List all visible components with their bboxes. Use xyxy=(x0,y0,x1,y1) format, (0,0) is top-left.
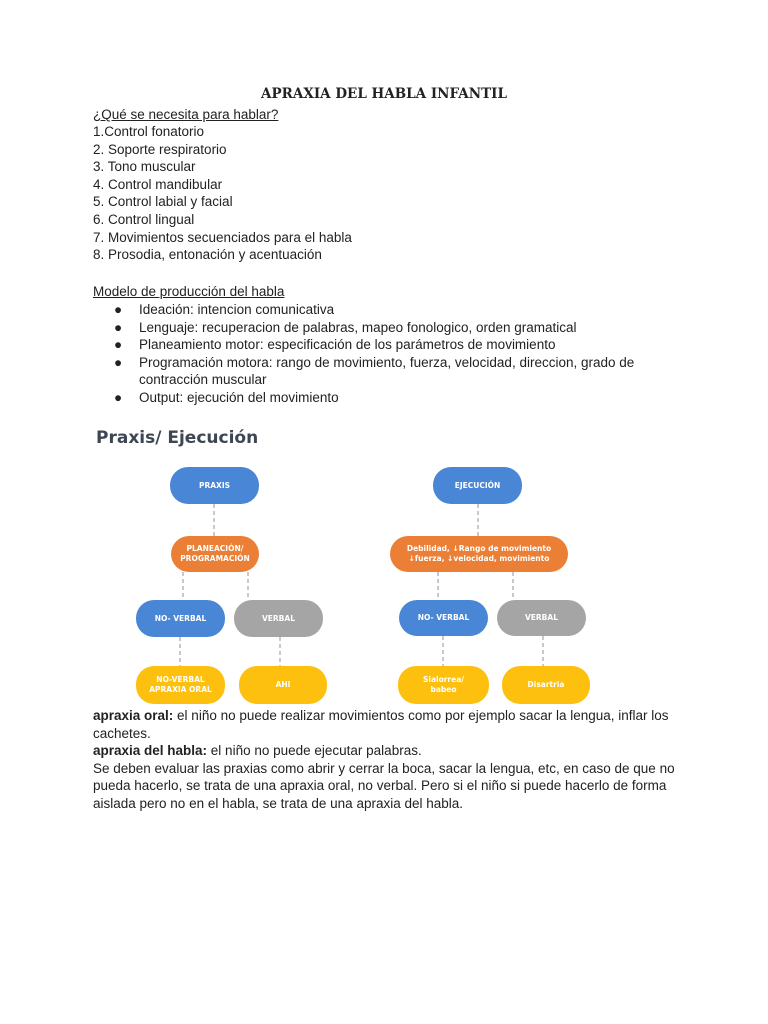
planning-node: PLANEACIÓN/ PROGRAMACIÓN xyxy=(171,536,259,572)
speech-apraxia-text: el niño no puede ejecutar palabras. xyxy=(207,743,422,759)
bullet-icon: ● xyxy=(114,389,123,405)
list-item xyxy=(93,319,673,337)
list-item: 8. Prosodia, entonación y acentuación xyxy=(93,247,322,263)
list-item-text: Output: ejecución del movimiento xyxy=(139,389,339,405)
execution-node: EJECUCIÓN xyxy=(433,467,522,504)
model-list xyxy=(93,301,673,407)
list-item-text: Lenguaje: recuperacion de palabras, mapeo fonologico, orden gramatical xyxy=(139,319,577,335)
document-title: APRAXIA DEL HABLA INFANTIL xyxy=(261,86,507,102)
oral-apraxia-node: NO-VERBAL APRAXIA ORAL xyxy=(136,666,225,704)
list-item xyxy=(93,354,673,389)
list-item: 1.Control fonatorio xyxy=(93,124,205,139)
ahi-node: AHI xyxy=(239,666,327,704)
list-item xyxy=(93,301,673,319)
praxis-node: PRAXIS xyxy=(170,467,259,504)
model-heading: Modelo de producción del habla xyxy=(93,284,285,299)
bullet-icon: ● xyxy=(114,354,123,370)
left-nonverbal-node: NO- VERBAL xyxy=(136,600,225,637)
list-item: 7. Movimientos secuenciados para el habla xyxy=(93,229,352,245)
oral-apraxia-text: el niño no puede realizar movimientos como por ejemplo sacar la lengua, inflar los cachetes. xyxy=(93,708,669,741)
list-item: 5. Control labial y facial xyxy=(93,194,233,210)
sialorrhea-node: Sialorrea/ babeo xyxy=(398,666,489,704)
list-item: 3. Tono muscular xyxy=(93,159,196,175)
bullet-icon: ● xyxy=(114,302,123,317)
requirements-list xyxy=(93,123,683,264)
list-item xyxy=(93,336,673,354)
weakness-node: Debilidad, ↓Rango de movimiento ↓fuerza, ↓velocidad, movimiento xyxy=(390,536,568,572)
list-item xyxy=(93,389,673,407)
evaluation-paragraph: Se deben evaluar las praxias como abrir y cerrar la boca, sacar la lengua, etc, en caso de que no pueda hacerlo, se trata de una apraxia oral, no verbal. Pero si el niño si puede hacerlo de forma aislada pero no en el habla, se trata de una apraxia del habla. xyxy=(93,760,675,811)
bullet-icon: ● xyxy=(114,319,123,335)
diagram-title: Praxis/ Ejecución xyxy=(96,428,259,448)
list-item: 4. Control mandibular xyxy=(93,176,223,192)
left-verbal-node: VERBAL xyxy=(234,600,323,637)
oral-apraxia-definition xyxy=(93,707,683,742)
list-item-text: Planeamiento motor: especificación de los parámetros de movimiento xyxy=(139,337,556,353)
praxis-diagram xyxy=(93,420,613,710)
bullet-icon: ● xyxy=(114,337,123,353)
speech-apraxia-term: apraxia del habla: xyxy=(93,743,208,759)
list-item-text: Ideación: intencion comunicativa xyxy=(139,302,335,317)
list-item: 2. Soporte respiratorio xyxy=(93,141,227,157)
definitions xyxy=(93,707,683,813)
question-heading: ¿Qué se necesita para hablar? xyxy=(93,107,279,122)
list-item-text: Programación motora: rango de movimiento, fuerza, velocidad, direccion, grado de contracción muscular xyxy=(139,354,635,388)
right-verbal-node: VERBAL xyxy=(497,600,586,636)
speech-apraxia-definition xyxy=(93,742,683,760)
dysarthria-node: Disartria xyxy=(502,666,590,704)
list-item: 6. Control lingual xyxy=(93,211,195,227)
right-nonverbal-node: NO- VERBAL xyxy=(399,600,488,636)
oral-apraxia-term: apraxia oral: xyxy=(93,708,174,723)
